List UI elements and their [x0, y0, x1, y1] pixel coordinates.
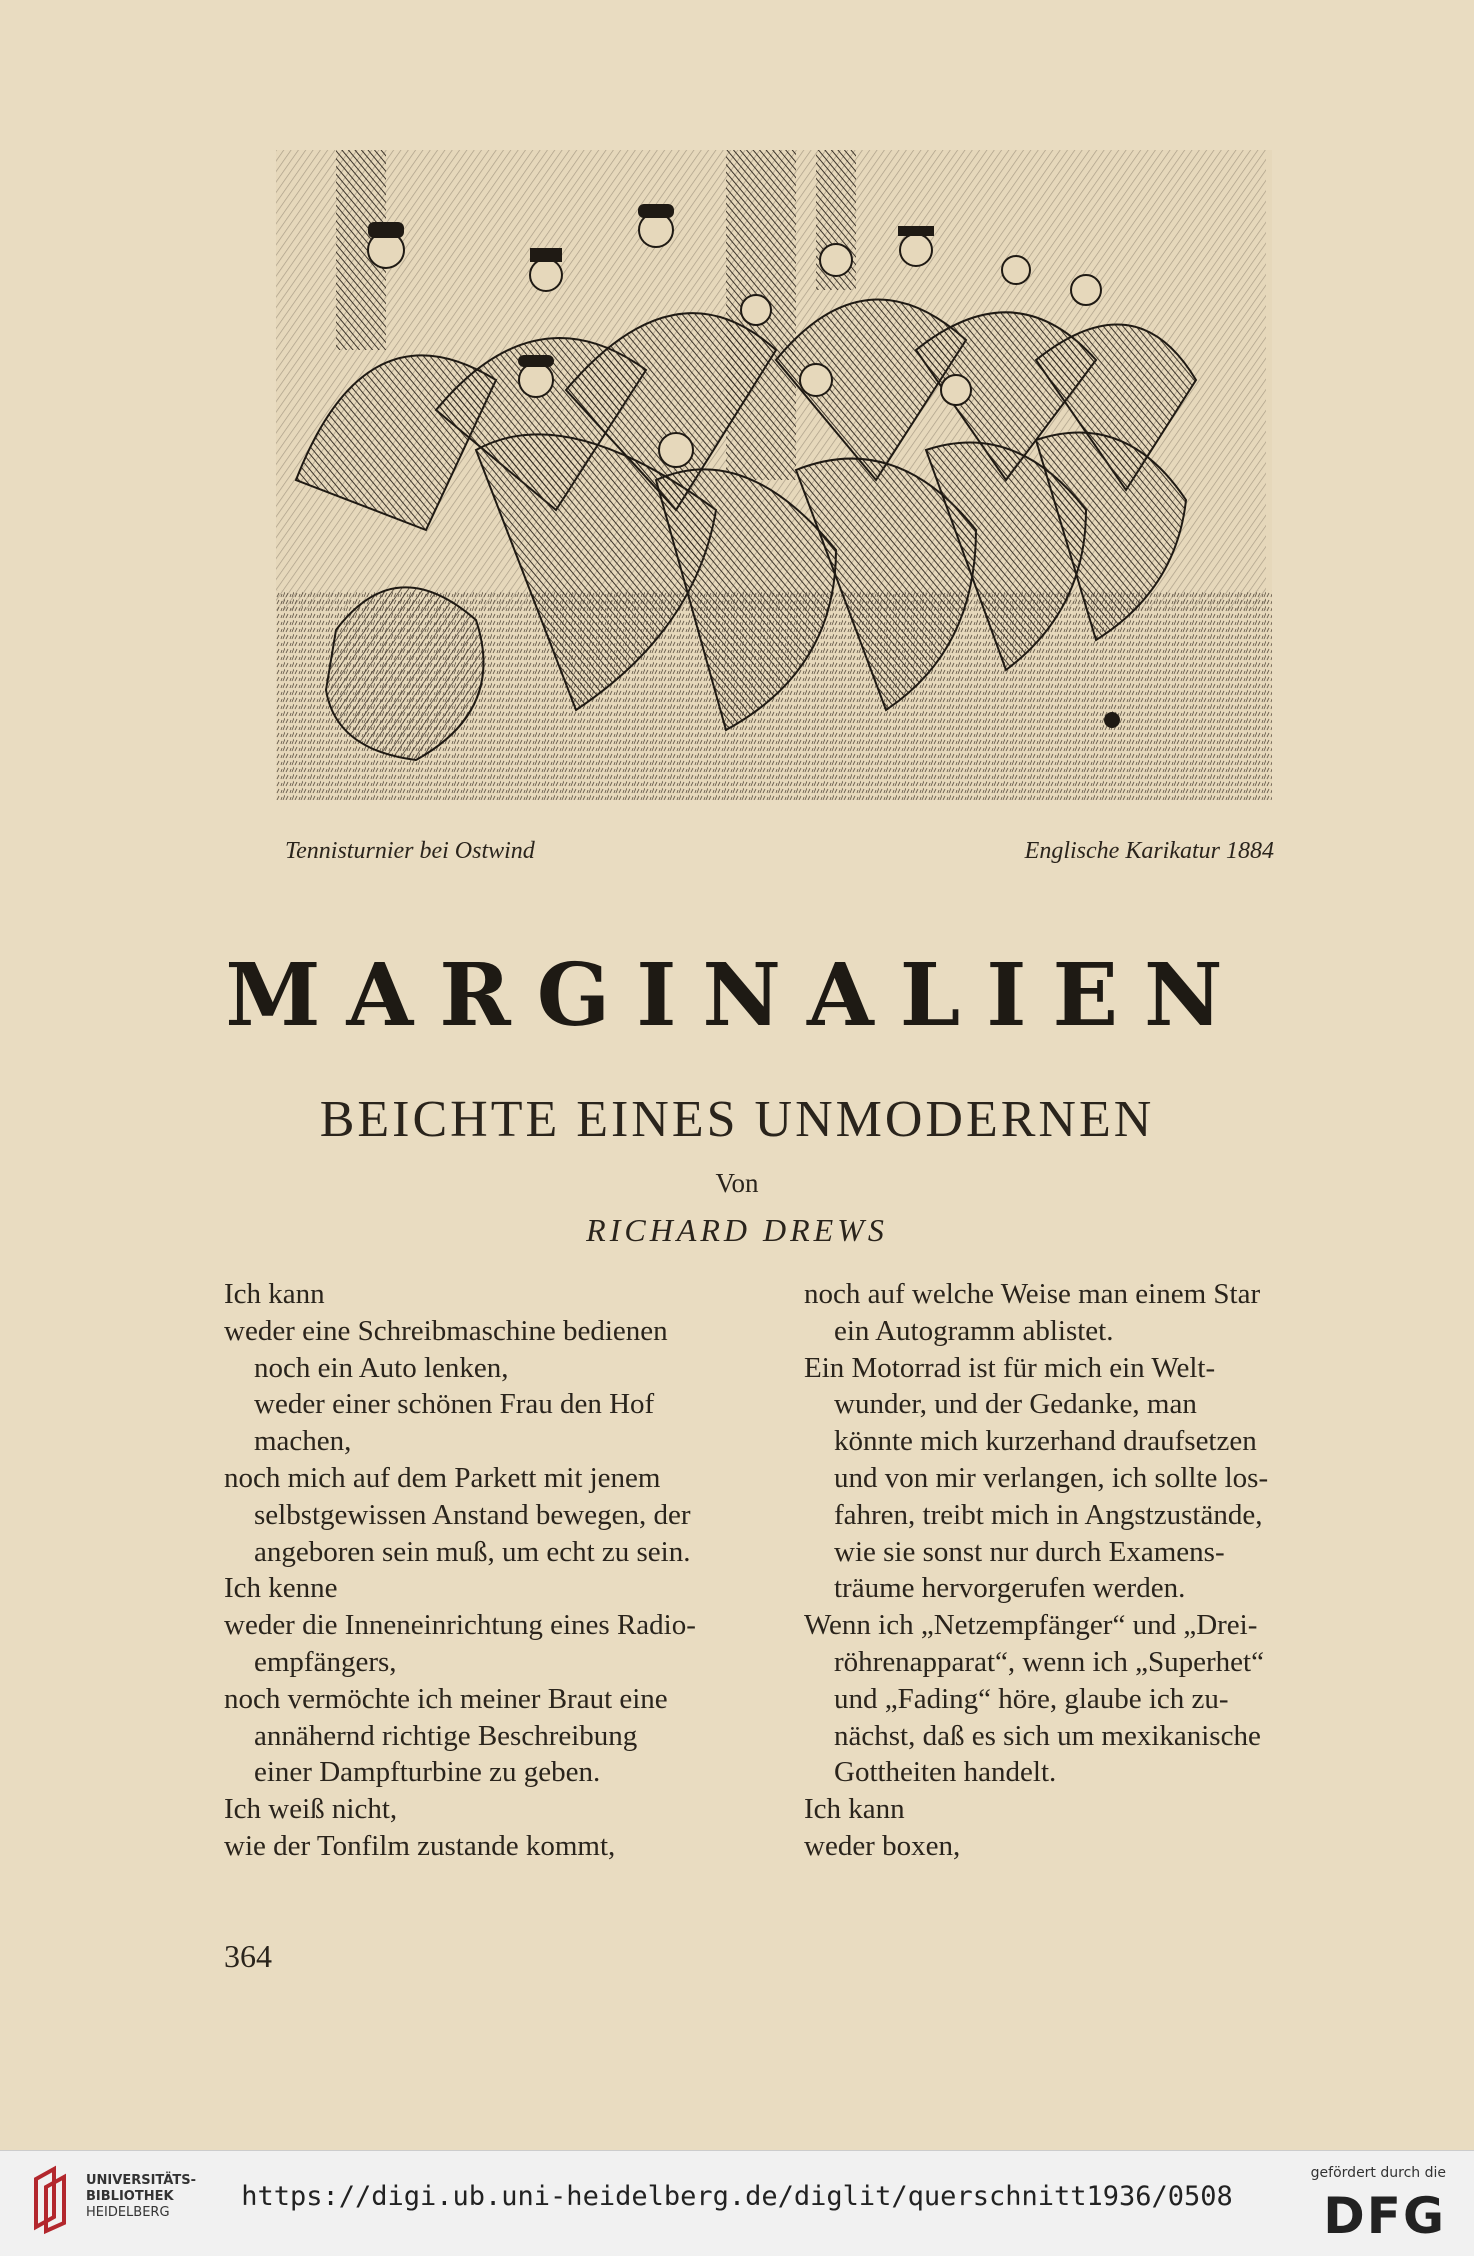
author-name: RICHARD DREWS: [586, 1212, 888, 1248]
text-line: röhrenapparat“, wenn ich „Superhet“: [834, 1645, 1264, 1678]
funding-label: gefördert durch die: [1310, 2165, 1446, 2181]
text-line: weder die Inneneinrichtung eines Radio-: [224, 1609, 696, 1642]
text-line: weder einer schönen Frau den Hof: [254, 1388, 655, 1421]
page-number: 364: [224, 1938, 272, 1974]
text-line: Ich kann: [224, 1278, 325, 1310]
article-title: BEICHTE EINES UNMODERNEN: [319, 1091, 1155, 1148]
text-line: könnte mich kurzerhand draufsetzen: [834, 1425, 1257, 1458]
illustration-caption-title: Tennisturnier bei Ostwind: [285, 838, 535, 864]
text-line: nächst, daß es sich um mexikanische: [834, 1719, 1261, 1752]
text-line: noch mich auf dem Parkett mit jenem: [224, 1461, 661, 1494]
caricature-illustration: [276, 150, 1272, 800]
text-line: und von mir verlangen, ich sollte los-: [834, 1461, 1269, 1494]
text-line: selbstgewissen Anstand bewegen, der: [254, 1498, 691, 1531]
permalink-url[interactable]: https://digi.ub.uni-heidelberg.de/diglit/querschnitt1936/0508: [241, 2181, 1233, 2212]
text-line: und „Fading“ höre, glaube ich zu-: [834, 1682, 1229, 1715]
illustration-caption-credit: Englische Karikatur 1884: [1024, 838, 1274, 864]
text-column-left: [224, 1276, 764, 1865]
text-line: noch ein Auto lenken,: [254, 1351, 509, 1384]
text-line: wie sie sonst nur durch Examens-: [834, 1535, 1225, 1568]
text-line: Gottheiten handelt.: [834, 1756, 1057, 1789]
library-name-line3: HEIDELBERG: [86, 2205, 170, 2220]
text-line: einer Dampfturbine zu geben.: [254, 1756, 601, 1789]
text-line: noch auf welche Weise man einem Star: [804, 1278, 1261, 1310]
text-line: wunder, und der Gedanke, man: [834, 1388, 1197, 1421]
text-line: Ich kenne: [224, 1572, 338, 1605]
text-line: träume hervorgerufen werden.: [834, 1572, 1186, 1605]
viewer-footer: [0, 2150, 1474, 2256]
text-line: weder boxen,: [804, 1829, 961, 1862]
text-line: machen,: [254, 1425, 352, 1458]
text-line: Ein Motorrad ist für mich ein Welt-: [804, 1351, 1216, 1384]
text-line: weder eine Schreibmaschine bedienen: [224, 1314, 668, 1347]
library-name-line2: BIBLIOTHEK: [86, 2189, 174, 2204]
text-line: noch vermöchte ich meiner Braut eine: [224, 1682, 668, 1715]
text-line: Wenn ich „Netzempfänger“ und „Drei-: [804, 1609, 1258, 1642]
text-line: Ich kann: [804, 1793, 905, 1826]
text-column-right: [804, 1276, 1344, 1865]
text-line: empfängers,: [254, 1645, 397, 1678]
text-line: ein Autogramm ablistet.: [834, 1314, 1114, 1347]
text-line: Ich weiß nicht,: [224, 1793, 398, 1826]
text-line: annähernd richtige Beschreibung: [254, 1719, 638, 1752]
text-line: angeboren sein muß, um echt zu sein.: [254, 1535, 691, 1568]
text-line: fahren, treibt mich in Angstzustände,: [834, 1498, 1263, 1531]
section-title: MARGINALIEN: [225, 945, 1249, 1046]
dfg-logo: DFG: [1323, 2187, 1446, 2245]
text-line: wie der Tonfilm zustande kommt,: [224, 1829, 616, 1862]
library-name-line1: UNIVERSITÄTS-: [86, 2173, 196, 2188]
byline-prefix: Von: [715, 1168, 759, 1198]
